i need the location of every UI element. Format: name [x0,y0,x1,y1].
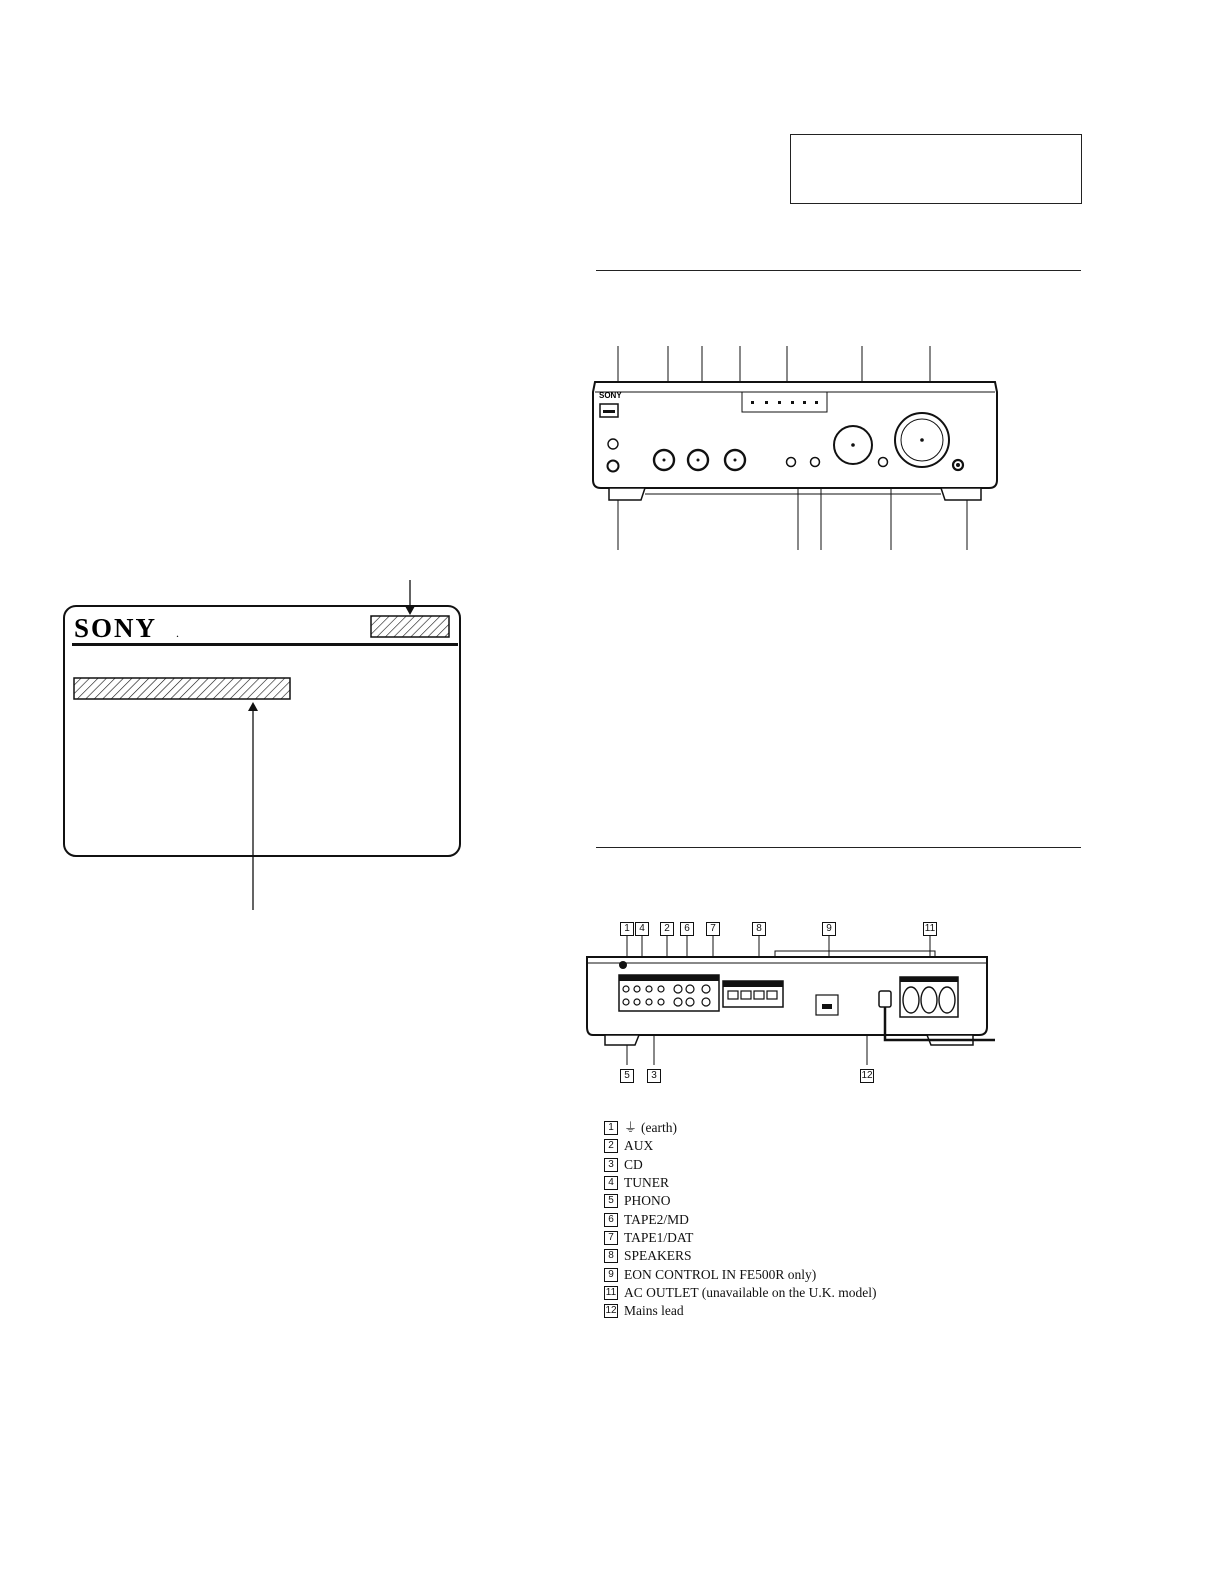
callout-5: 5 [620,1069,634,1083]
legend-item [604,1192,876,1210]
legend-label: TUNER [624,1175,669,1191]
front-foot-right [941,488,981,500]
legend-number-box: 9 [604,1268,618,1282]
legend-label: PHONO [624,1193,671,1209]
callout-11: 11 [924,923,936,934]
label-header-bar [72,643,458,646]
legend-number-box: 3 [604,1158,618,1172]
ac-sockets [903,987,955,1013]
callout-4: 4 [635,922,649,936]
legend-item [604,1137,876,1155]
legend-number-box: 5 [604,1194,618,1208]
legend-label: AC OUTLET (unavailable on the U.K. model) [624,1284,877,1300]
legend-item [604,1284,876,1302]
legend-number-box: 8 [604,1249,618,1263]
arrow-down-icon [405,606,415,615]
earth-icon: ⏚ [624,1120,638,1136]
hatched-serial-field [74,678,290,699]
callout-12: 12 [861,1070,873,1081]
rec-out-button [879,458,888,467]
callout-8: 8 [752,922,766,936]
legend-label: SPEAKERS [624,1248,692,1264]
legend-item [604,1247,876,1265]
phones-jack [608,461,619,472]
earth-terminal [619,961,627,969]
legend-item [604,1156,876,1174]
legend-item [604,1229,876,1247]
legend-label: TAPE2/MD [624,1211,689,1227]
svg-text:.: . [176,626,179,640]
legend-item [604,1174,876,1192]
source-direct-button [787,458,796,467]
callout-1: 1 [620,922,634,936]
legend-number-box: 2 [604,1139,618,1153]
section-rule-rear [596,847,1081,848]
legend-label: Mains lead [624,1303,684,1319]
front-panel-diagram [585,340,1015,555]
legend-label: CD [624,1156,643,1172]
section-rule-front [596,270,1081,271]
callout-3: 3 [647,1069,661,1083]
speakers-button [811,458,820,467]
sony-logo-front [599,391,622,400]
legend-item [604,1302,876,1320]
rear-panel-diagram [575,915,995,1090]
rear-panel-legend [604,1119,876,1320]
legend-number-box: 11 [605,1286,617,1298]
legend-label: TAPE1/DAT [624,1229,694,1245]
sony-logo-label [74,613,179,643]
model-label-diagram [60,580,470,910]
legend-number-box: 12 [605,1305,617,1317]
input-indicator-window [742,392,827,412]
arrow-up-icon [248,702,258,711]
legend-label: EON CONTROL IN FE500R only) [624,1266,817,1282]
hatched-model-field [371,616,449,637]
legend-item [604,1210,876,1228]
mains-lead-exit [879,991,891,1007]
callout-9: 9 [822,922,836,936]
svg-text:SONY: SONY [74,613,158,643]
legend-item [604,1265,876,1283]
legend-label: AUX [624,1138,654,1154]
legend-item [604,1119,876,1137]
callout-2: 2 [660,922,674,936]
legend-label: (earth) [641,1120,677,1136]
legend-number-box: 7 [604,1231,618,1245]
callout-7: 7 [706,922,720,936]
power-indicator [608,439,618,449]
callout-6: 6 [680,922,694,936]
front-foot-left [609,488,645,500]
legend-number-box: 6 [604,1213,618,1227]
legend-number-box: 1 [604,1121,618,1135]
legend-number-box: 4 [604,1176,618,1190]
empty-frame-box [790,134,1082,204]
svg-text:SONY: SONY [599,391,622,400]
